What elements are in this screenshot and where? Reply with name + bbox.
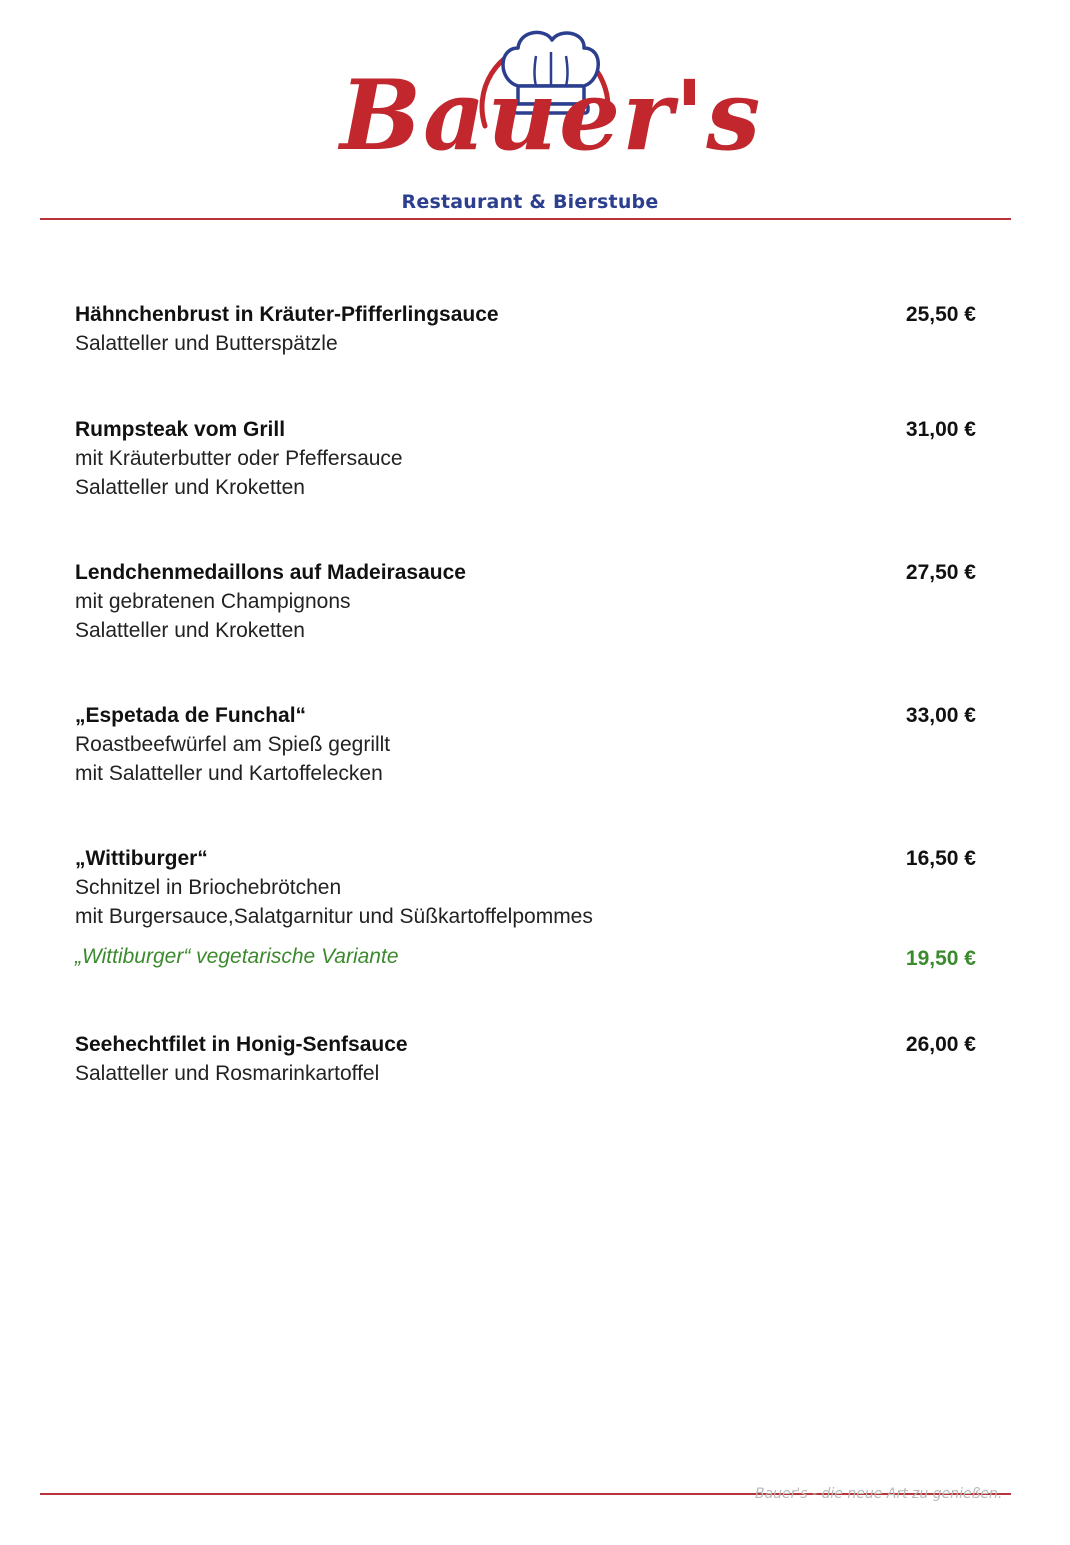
menu-item	[75, 415, 980, 502]
dish-name: Hähnchenbrust in Kräuter-Pfifferlingsauce	[75, 303, 499, 326]
footer-slogan: Bauer's - die neue Art zu genießen.	[755, 1486, 1003, 1502]
dish-description: Salatteller und Butterspätzle	[75, 332, 338, 355]
dish-name: „Espetada de Funchal“	[75, 704, 307, 727]
dish-description: Salatteller und Rosmarinkartoffel	[75, 1062, 380, 1085]
dish-description: Salatteller und Kroketten	[75, 619, 305, 642]
variant-name: „Wittiburger“ vegetarische Variante	[75, 945, 399, 968]
dish-price: 25,50 €	[905, 303, 976, 326]
menu-item	[75, 701, 980, 788]
dish-price: 27,50 €	[905, 561, 976, 584]
dish-description: mit Kräuterbutter oder Pfeffersauce	[75, 447, 403, 470]
dish-description: Salatteller und Kroketten	[75, 476, 305, 499]
restaurant-logo	[340, 8, 763, 213]
top-divider	[40, 218, 1011, 220]
menu-item	[75, 844, 980, 931]
dish-price: 26,00 €	[905, 1033, 976, 1056]
dish-name: Lendchenmedaillons auf Madeirasauce	[75, 561, 466, 584]
dish-name: Rumpsteak vom Grill	[75, 418, 286, 441]
dish-price: 33,00 €	[905, 704, 976, 727]
dish-name: Seehechtfilet in Honig-Senfsauce	[75, 1033, 408, 1056]
logo-subtitle: Restaurant & Bierstube	[401, 191, 659, 213]
dish-description: mit gebratenen Champignons	[75, 590, 351, 613]
menu-item	[75, 300, 980, 358]
dish-description: Schnitzel in Briochebrötchen	[75, 876, 342, 899]
menu-item-variant	[75, 942, 980, 971]
dish-description: mit Salatteller und Kartoffelecken	[75, 762, 383, 785]
dish-description: mit Burgersauce,Salatgarnitur und Süßkartoffelpommes	[75, 905, 593, 928]
dish-description: Roastbeefwürfel am Spieß gegrillt	[75, 733, 391, 756]
variant-price: 19,50 €	[905, 947, 976, 970]
menu-item	[75, 558, 980, 645]
logo-wordmark: Bauer's	[340, 59, 763, 172]
dish-price: 31,00 €	[905, 418, 976, 441]
dish-name: „Wittiburger“	[75, 847, 208, 870]
menu-item	[75, 1030, 980, 1088]
dish-price: 16,50 €	[905, 847, 976, 870]
